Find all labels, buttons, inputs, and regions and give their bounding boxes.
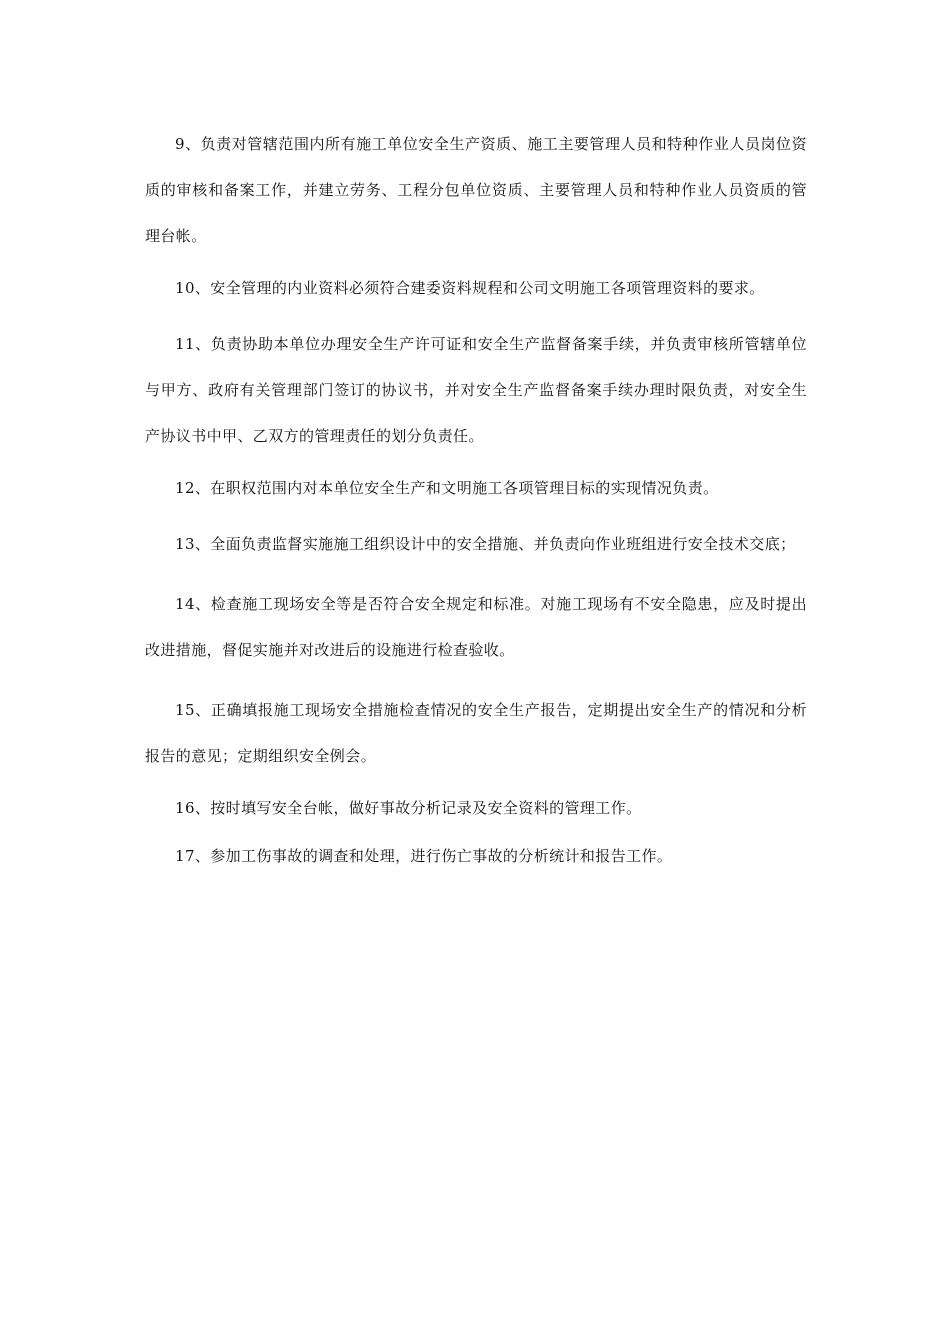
paragraph-10: 10、安全管理的内业资料必须符合建委资料规程和公司文明施工各项管理资料的要求。 <box>175 279 765 297</box>
document-body <box>145 121 807 889</box>
paragraph-12: 12、在职权范围内对本单位安全生产和文明施工各项管理目标的实现情况负责。 <box>175 479 719 497</box>
paragraph-17: 17、参加工伤事故的调查和处理，进行伤亡事故的分析统计和报告工作。 <box>175 847 673 865</box>
paragraph-11: 11、负责协助本单位办理安全生产许可证和安全生产监督备案手续，并负责审核所管辖单位与甲方、政府有关管理部门签订的协议书，并对安全生产监督备案手续办理时限负责，对安全生产协议书中甲、乙双方的管理责任的划分负责任。 <box>145 335 807 445</box>
paragraph-9: 9、负责对管辖范围内所有施工单位安全生产资质、施工主要管理人员和特种作业人员岗位资质的审核和备案工作，并建立劳务、工程分包单位资质、主要管理人员和特种作业人员资质的管理台帐。 <box>145 135 807 245</box>
paragraph-14: 14、检查施工现场安全等是否符合安全规定和标准。对施工现场有不安全隐患，应及时提出改进措施，督促实施并对改进后的设施进行检查验收。 <box>145 595 807 659</box>
paragraph-16: 16、按时填写安全台帐，做好事故分析记录及安全资料的管理工作。 <box>175 799 642 817</box>
paragraph-15: 15、正确填报施工现场安全措施检查情况的安全生产报告，定期提出安全生产的情况和分析报告的意见；定期组织安全例会。 <box>145 701 807 765</box>
paragraph-13: 13、全面负责监督实施施工组织设计中的安全措施、并负责向作业班组进行安全技术交底； <box>175 535 796 553</box>
